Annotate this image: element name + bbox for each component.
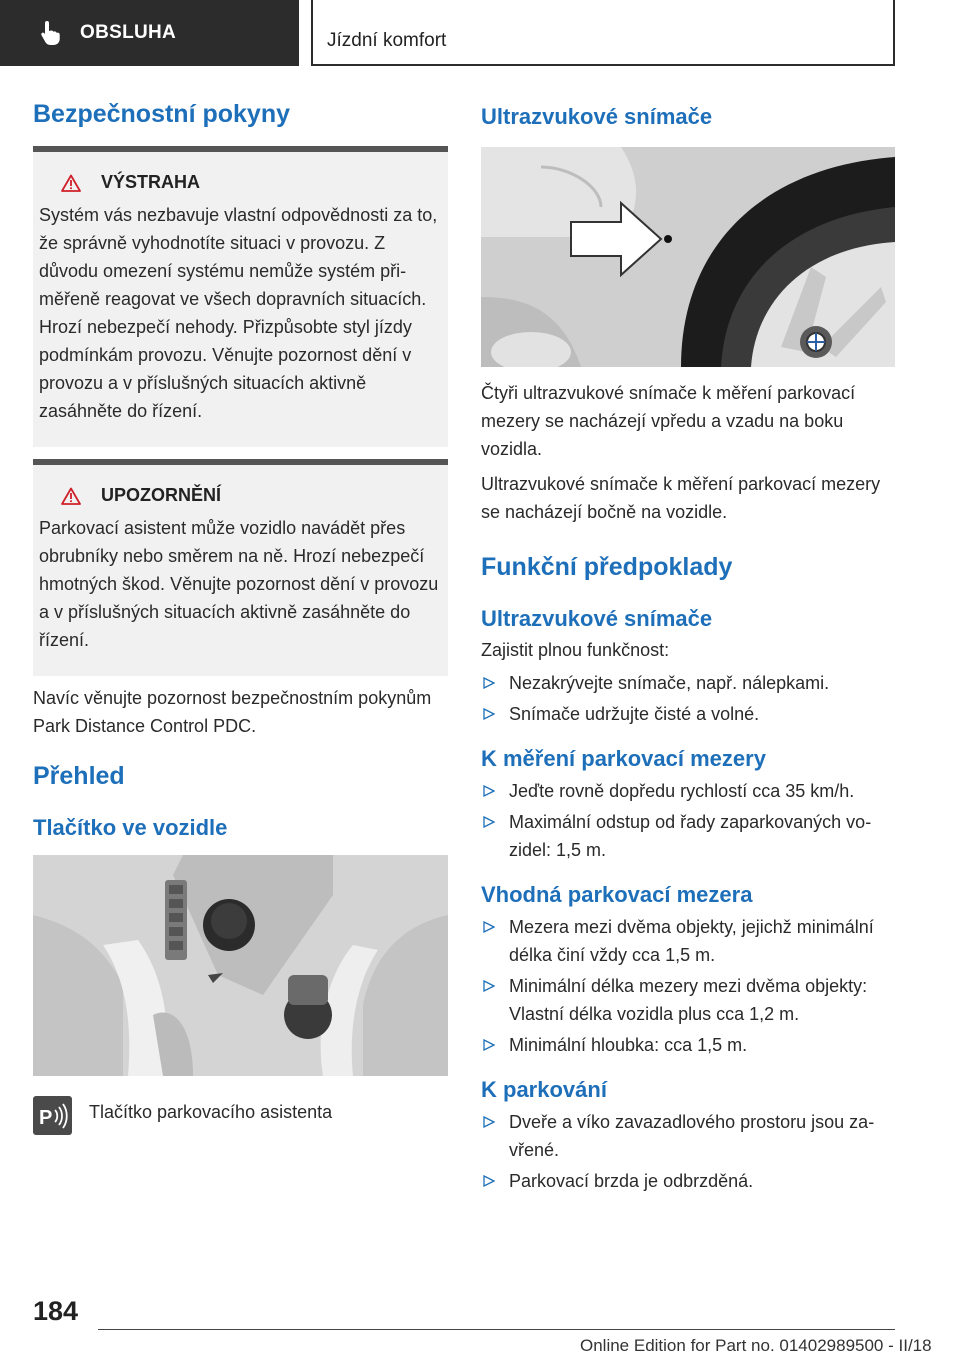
caution-title: UPOZORNĚNÍ — [101, 485, 222, 505]
bullet-triangle-icon — [483, 1039, 495, 1051]
bullet-triangle-icon — [483, 1175, 495, 1187]
park-assist-button-icon — [33, 1096, 72, 1135]
bullet-triangle-icon — [483, 816, 495, 828]
sensors-text-1: Čtyři ultrazvukové snímače k měření parkovací mezery se nacházejí vpředu a vzadu na boku vozidla. — [481, 383, 856, 459]
bullet-triangle-icon — [483, 1116, 495, 1128]
measure-list — [481, 777, 895, 864]
parking-list — [481, 1108, 895, 1195]
warning-title: VÝSTRAHA — [101, 172, 201, 192]
section-label: OBSLUHA — [80, 22, 177, 43]
list-item: Mezera mezi dvěma objekty, jejichž minimální délka činí vždy cca 1,5 m. — [481, 913, 895, 969]
footer-divider — [98, 1329, 895, 1330]
list-item: Dveře a víko zavazadlového prostoru jsou zavřené. — [481, 1108, 895, 1164]
warning-triangle-icon — [61, 174, 81, 192]
list-item: Parkovací brzda je odbrzděná. — [481, 1167, 895, 1195]
bullet-triangle-icon — [483, 785, 495, 797]
func-sensors-heading: Ultrazvukové snímače — [481, 606, 713, 631]
sensors-text-2: Ultrazvukové snímače k měření parkovací mezery se nacházejí bočně na vozidle. — [481, 474, 881, 522]
sensor-photo — [481, 147, 895, 367]
warning-text: Systém vás nezbavuje vlastní odpovědnosti za to, že správně vyhodnotíte situaci v provozu. Z důvodu omezení systému nemůže systém přiměřeně reagovat ve všech dopravních situacích. Hrozí nebezpečí nehody. Přizpůsobte styl jízdy podmínkám provozu. Věnujte pozornost dění v provozu a v příslušných situacích aktivně zasáhněte do řízení. — [39, 205, 438, 421]
console-photo — [33, 855, 448, 1076]
chapter-title: Jízdní komfort — [311, 0, 895, 66]
sensors-heading: Ultrazvukové snímače — [481, 104, 713, 129]
overview-heading: Přehled — [33, 762, 125, 790]
func-sensors-list — [481, 669, 895, 728]
list-item: Maximální odstup od řady zaparkovaných vozidel: 1,5 m. — [481, 808, 895, 864]
measure-heading: K měření parkovací mezery — [481, 746, 766, 771]
space-list — [481, 913, 895, 1059]
warning-box — [33, 146, 448, 447]
hand-pointer-icon — [40, 20, 62, 46]
left-column — [33, 100, 448, 1135]
safety-heading: Bezpečnostní pokyny — [33, 100, 290, 128]
button-caption-row — [33, 1096, 448, 1135]
svg-text:P: P — [39, 1107, 53, 1129]
edition-note: Online Edition for Part no. 01402989500 - II/18 — [580, 1336, 932, 1355]
parking-heading: K parkování — [481, 1077, 607, 1102]
button-heading: Tlačítko ve vozidle — [33, 815, 228, 840]
caution-box — [33, 459, 448, 676]
list-item: Jeďte rovně dopředu rychlostí cca 35 km/h. — [481, 777, 895, 805]
safety-note: Navíc věnujte pozornost bezpečnostním pokynům Park Distance Control PDC. — [33, 688, 432, 736]
list-item: Snímače udržujte čisté a volné. — [481, 700, 895, 728]
space-heading: Vhodná parkovací mezera — [481, 882, 753, 907]
bullet-triangle-icon — [483, 921, 495, 933]
right-column — [481, 100, 895, 1198]
func-heading: Funkční předpoklady — [481, 553, 733, 581]
bullet-triangle-icon — [483, 677, 495, 689]
section-tab — [0, 0, 299, 66]
bullet-triangle-icon — [483, 980, 495, 992]
caution-text: Parkovací asistent může vozidlo navádět přes obrubníky nebo směrem na ně. Hrozí nebezpečí hmotných škod. Věnujte pozornost dění v provozu a v příslušných situacích aktivně zasáhněte do řízení. — [39, 518, 439, 650]
caution-triangle-icon — [61, 487, 81, 505]
list-item: Nezakrývejte snímače, např. nálepkami. — [481, 669, 895, 697]
bullet-triangle-icon — [483, 708, 495, 720]
page-number: 184 — [33, 1296, 79, 1326]
wheel-sensor-illustration — [481, 147, 895, 367]
center-console-illustration — [33, 855, 448, 1076]
button-caption: Tlačítko parkovacího asistenta — [89, 1102, 333, 1122]
func-sensors-intro: Zajistit plnou funkčnost: — [481, 640, 670, 660]
list-item: Minimální délka mezery mezi dvěma objekty: Vlastní délka vozidla plus cca 1,2 m. — [481, 972, 895, 1028]
list-item: Minimální hloubka: cca 1,5 m. — [481, 1031, 895, 1059]
